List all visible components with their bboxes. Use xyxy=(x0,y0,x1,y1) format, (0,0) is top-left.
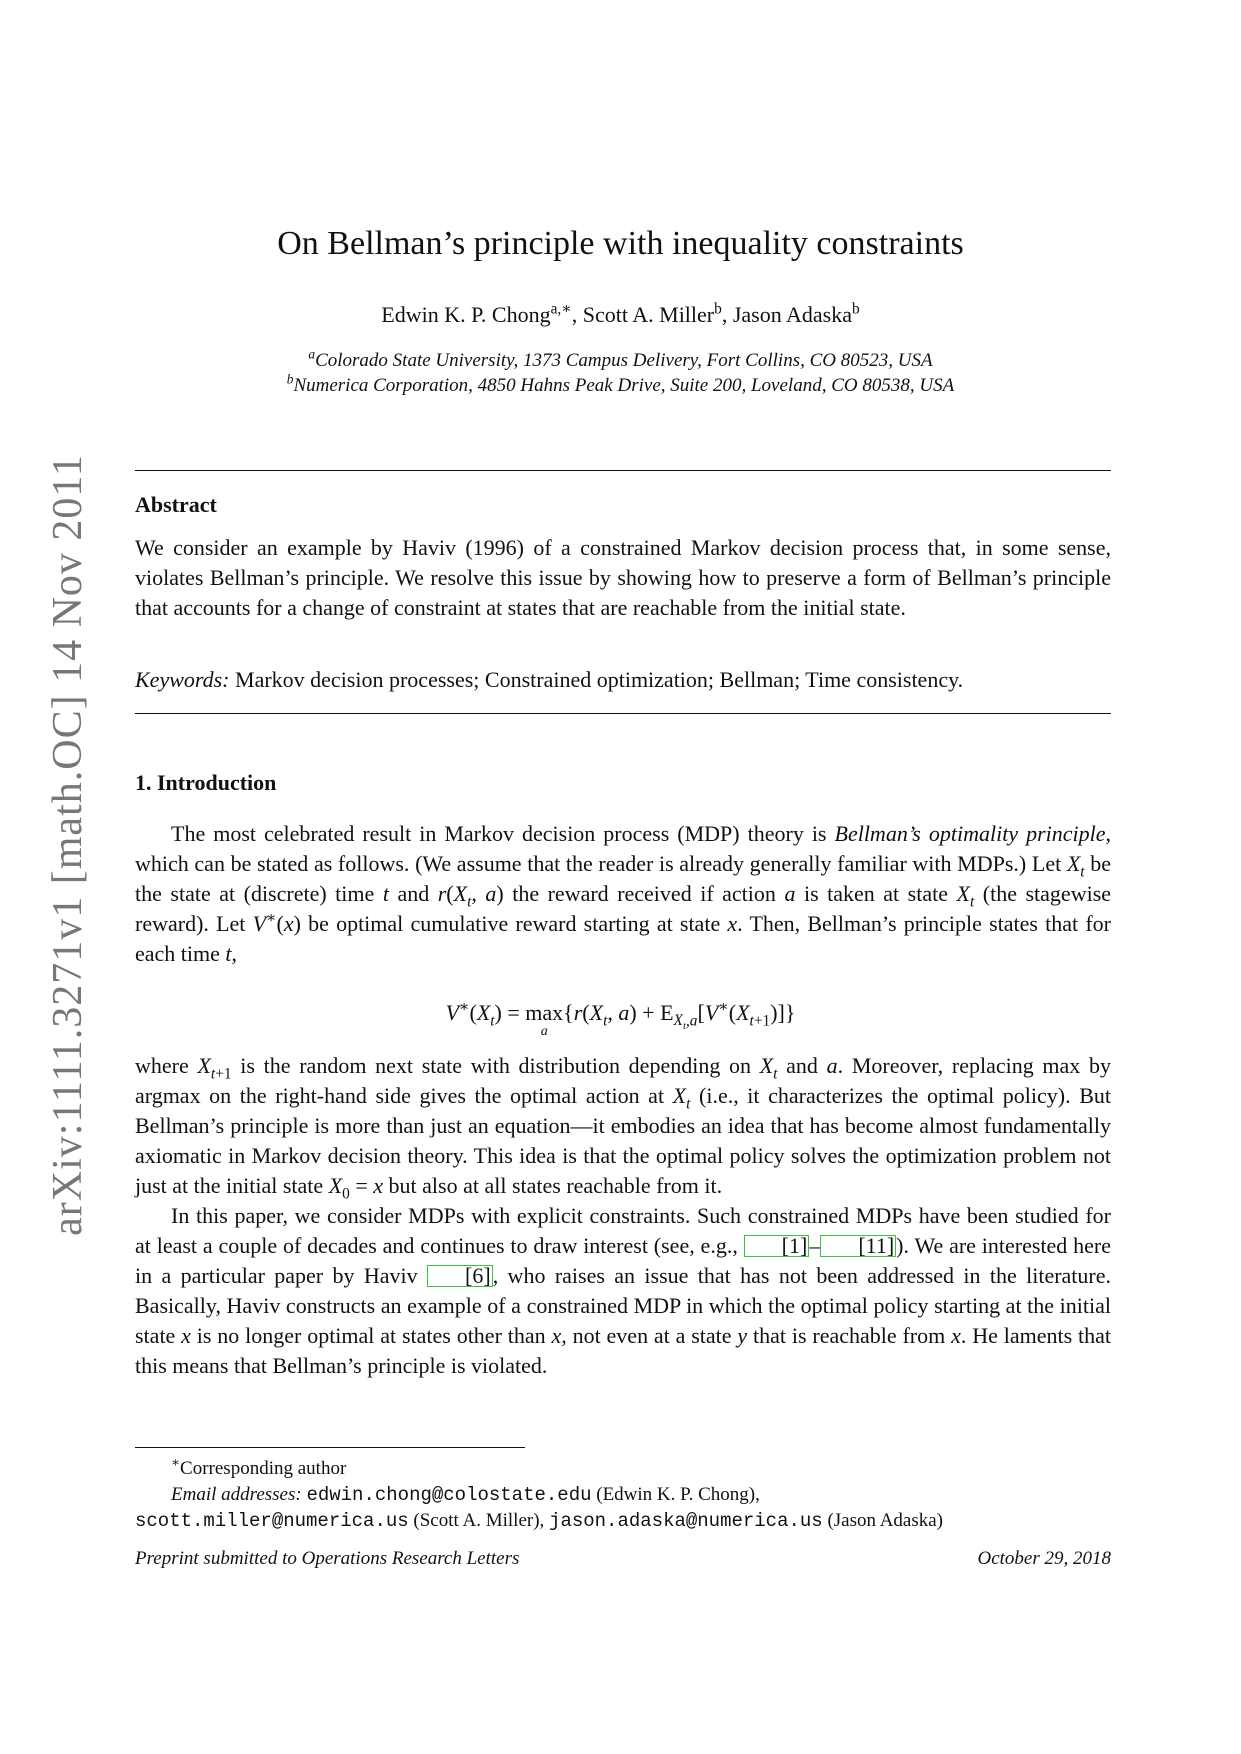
email-owner: (Edwin K. P. Chong), xyxy=(591,1484,760,1505)
keywords-line xyxy=(135,665,1111,695)
author-name: Jason Adaska xyxy=(732,302,852,327)
author-name: Edwin K. P. Chong xyxy=(381,302,551,327)
abstract-heading xyxy=(135,490,1111,520)
intro-paragraph-1: The most celebrated result in Markov decision process (MDP) theory is Bellman’s optimality principle, which can be stated as follows. (We assume that the reader is already generally familiar with MDPs.) Let $X_t$ be the state at (discrete) time t and $r(X_t$, a) the reward received if action a is taken at state $X_t$ (the stagewise reward). Let V∗(x) be optimal cumulative reward starting at state x. Then, Bellman’s principle states that for each time t, xyxy=(135,821,1112,966)
email-link[interactable]: scott.miller@numerica.us xyxy=(135,1510,409,1532)
keywords-label: Keywords: xyxy=(135,667,230,692)
email-owner: (Scott A. Miller), xyxy=(408,1510,550,1531)
page-footer xyxy=(135,1548,1111,1570)
footnote-corresponding xyxy=(135,1456,1111,1482)
footnote-mark: ∗ xyxy=(171,1454,181,1470)
affiliation-a xyxy=(0,346,1241,372)
abstract-top-rule xyxy=(135,470,1111,471)
footer-journal: Preprint submitted to Operations Research Letters xyxy=(135,1548,520,1569)
email-owner: (Jason Adaska) xyxy=(822,1510,944,1531)
citation-link[interactable]: [11] xyxy=(820,1235,896,1257)
footnote-rule xyxy=(135,1447,525,1448)
section-heading xyxy=(135,768,1111,798)
affiliation-mark: b xyxy=(286,371,294,387)
keywords-text: Markov decision processes; Constrained optimization; Bellman; Time consistency. xyxy=(235,667,964,692)
affiliation-text: Numerica Corporation, 4850 Hahns Peak Drive, Suite 200, Loveland, CO 80538, USA xyxy=(293,375,955,396)
author-list: Edwin K. P. Chong$^{a,∗}$, Scott A. Miller$^b$, Jason Adaska$^b$ xyxy=(381,300,860,327)
email-label: Email addresses: xyxy=(171,1484,302,1505)
intro-paragraph-2: where $X_{t+1}$ is the random next state with distribution depending on $X_t$ and a. Moreover, replacing max by argmax on the right-hand side gives the optimal action at $X_t$ (i.e., it characterizes the optimal policy). But Bellman’s principle is more than just an equation—it embodies an idea that has become almost fundamentally axiomatic in Markov decision theory. This idea is that the optimal policy solves the optimization problem not just at the initial state $X_0 = x$ but also at all states reachable from it. In this paper, we consider MDPs with explicit constraints. Such constrained MDPs have been studied for at least a couple of decades and continues to draw interest (see, e.g., [1]– [11]). We are interested here in a particular paper by Haviv [6], who raises an issue that has not been addressed in the literature. Basically, Haviv constructs an example of a constrained MDP in which the optimal policy starting at the initial state x is no longer optimal at states other than x, not even at a state y that is reachable from x. He laments that this means that Bellman’s principle is violated. xyxy=(135,1053,1112,1378)
abstract-body: We consider an example by Haviv (1996) of a constrained Markov decision process that, in some sense, violates Bellman’s principle. We resolve this issue by showing how to preserve a form of Bellman’s principle that accounts for a change of constraint at states that are reachable from the initial state. xyxy=(135,535,1111,620)
author-affil-mark: b xyxy=(851,300,860,318)
section-heading-text: 1. Introduction xyxy=(135,770,277,795)
email-link[interactable]: edwin.chong@colostate.edu xyxy=(306,1484,592,1506)
bellman-equation: $V^∗(X_t) = \max$ a {$r(X_t$, $a) + E_{X_t,a}[V^∗(X_{t+1})]$} xyxy=(445,998,796,1039)
affiliation-text: Colorado State University, 1373 Campus Delivery, Fort Collins, CO 80523, USA xyxy=(315,350,933,371)
author-affil-mark: b xyxy=(714,300,722,318)
footer-date: October 29, 2018 xyxy=(977,1548,1111,1569)
footnote-text: Corresponding author xyxy=(180,1458,347,1479)
author-affil-mark: a,∗ xyxy=(550,300,572,318)
footnote-emails xyxy=(135,1482,1111,1534)
arxiv-side-stamp: arXiv:1111.3271v1 [math.OC] 14 Nov 2011 xyxy=(45,454,91,1236)
abstract-heading-text: Abstract xyxy=(135,492,217,517)
affiliation-mark: a xyxy=(308,346,316,362)
citation-link[interactable]: [1] xyxy=(744,1235,810,1257)
author-name: Scott A. Miller xyxy=(582,302,715,327)
email-link[interactable]: jason.adaska@numerica.us xyxy=(549,1510,823,1532)
affiliation-b xyxy=(0,371,1241,397)
paper-title: On Bellman’s principle with inequality constraints xyxy=(277,225,964,262)
abstract-bottom-rule xyxy=(135,713,1111,714)
citation-link[interactable]: [6] xyxy=(427,1265,493,1287)
